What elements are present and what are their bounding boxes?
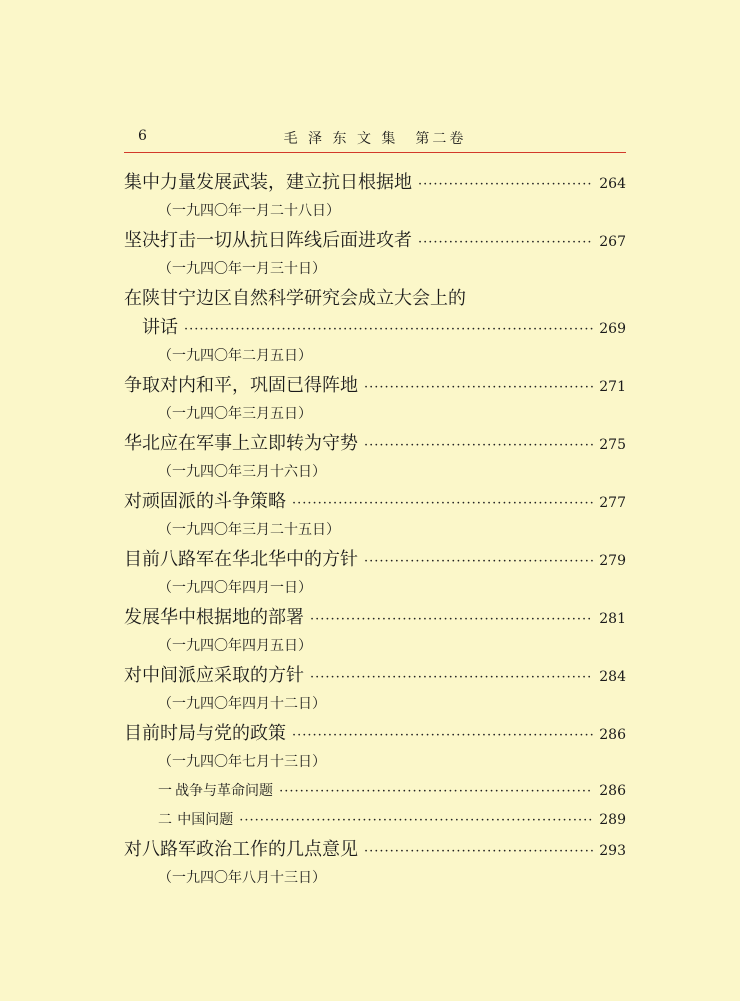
entry-page: 269 [599,321,626,337]
entry-date: （一九四〇年一月二十八日） [158,203,340,219]
dot-leader [364,547,593,574]
entry-title: 讲话 [142,317,178,338]
entry-date: （一九四〇年七月十三日） [158,754,326,770]
toc-entry[interactable] [124,545,626,574]
entry-title: 对顽固派的斗争策略 [124,491,286,512]
entry-page: 281 [599,611,626,627]
toc-entry[interactable] [124,371,626,400]
dot-leader [418,170,593,197]
entry-title-line1[interactable]: 在陕甘宁边区自然科学研究会成立大会上的 [124,288,466,309]
entry-page: 279 [599,553,626,569]
dot-leader [310,605,593,632]
entry-date: （一九四〇年八月十三日） [158,870,326,886]
table-of-contents [124,168,626,893]
entry-title: 坚决打击一切从抗日阵线后面进攻者 [124,230,412,251]
subentry-title: 战争与革命问题 [175,783,274,799]
entry-date: （一九四〇年四月一日） [158,580,312,596]
entry-date: （一九四〇年三月二十五日） [158,522,340,538]
entry-page: 264 [599,176,626,192]
entry-page: 293 [599,843,626,859]
entry-title: 争取对内和平，巩固已得阵地 [124,375,358,396]
dot-leader [364,431,593,458]
dot-leader [292,721,593,748]
dot-leader [310,663,593,690]
subentry-page: 286 [599,783,626,799]
entry-title: 对中间派应采取的方针 [124,665,304,686]
toc-entry[interactable] [124,429,626,458]
entry-date: （一九四〇年三月五日） [158,406,312,422]
subentry-index: 一 [158,783,172,799]
toc-entry[interactable] [124,719,626,748]
toc-subentry[interactable] [124,806,626,835]
toc-entry[interactable] [124,226,626,255]
dot-leader [364,837,593,864]
entry-page: 277 [599,495,626,511]
dot-leader [292,489,593,516]
entry-title: 集中力量发展武装，建立抗日根据地 [124,172,412,193]
running-title: 毛 泽 东 文 集 第二卷 [283,131,467,147]
entry-date: （一九四〇年四月十二日） [158,696,326,712]
page-header [124,124,626,154]
entry-date: （一九四〇年一月三十日） [158,261,326,277]
entry-title: 发展华中根据地的部署 [124,607,304,628]
toc-entry[interactable] [124,487,626,516]
toc-subentry[interactable] [124,777,626,806]
entry-title: 对八路军政治工作的几点意见 [124,839,358,860]
dot-leader [279,777,593,806]
toc-entry[interactable] [124,603,626,632]
dot-leader [239,806,593,835]
subentry-title: 中国问题 [177,812,234,828]
entry-page: 286 [599,727,626,743]
dot-leader [184,315,593,342]
toc-entry[interactable] [124,835,626,864]
page-number: 6 [138,128,147,144]
header-rule [124,152,626,153]
toc-entry[interactable] [124,313,626,342]
entry-page: 284 [599,669,626,685]
entry-page: 275 [599,437,626,453]
entry-page: 271 [599,379,626,395]
dot-leader [418,228,593,255]
subentry-index: 二 [158,812,172,828]
subentry-page: 289 [599,812,626,828]
entry-date: （一九四〇年三月十六日） [158,464,326,480]
entry-title: 华北应在军事上立即转为守势 [124,433,358,454]
dot-leader [364,373,593,400]
entry-date: （一九四〇年二月五日） [158,348,312,364]
toc-entry[interactable] [124,661,626,690]
entry-page: 267 [599,234,626,250]
entry-date: （一九四〇年四月五日） [158,638,312,654]
entry-title: 目前时局与党的政策 [124,723,286,744]
toc-entry[interactable] [124,168,626,197]
entry-title: 目前八路军在华北华中的方针 [124,549,358,570]
